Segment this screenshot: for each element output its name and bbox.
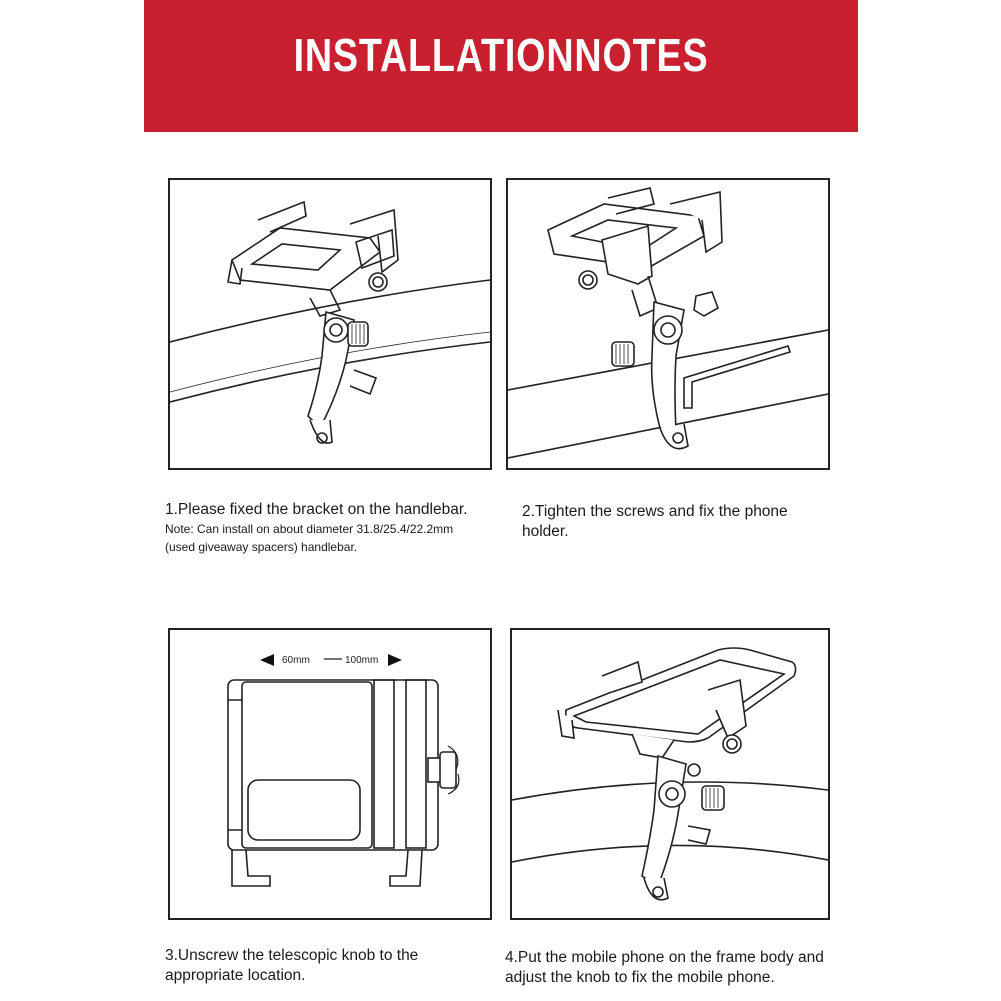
clamp-arm-drawing [308, 312, 376, 443]
step-3-caption: 3.Unscrew the telescopic knob to the appropriate location. [165, 947, 419, 984]
step-4-illustration [510, 628, 830, 920]
mobile-phone-drawing [566, 648, 796, 742]
dimension-min-label: 60mm [282, 655, 310, 666]
dimension-arrow [260, 654, 402, 666]
page-title: INSTALLATIONNOTES [293, 29, 709, 81]
dimension-max-label: 100mm [345, 655, 379, 666]
step-1-note-line-2: (used giveaway spacers) handlebar. [165, 540, 358, 554]
step-2-illustration [506, 178, 830, 470]
step-4-caption: 4.Put the mobile phone on the frame body and adjust the knob to fix the mobile phone. [505, 949, 824, 986]
step-1-illustration [168, 178, 492, 470]
step-3-illustration [168, 628, 492, 920]
title-banner [144, 0, 858, 132]
step-1-note-line-1: Note: Can install on about diameter 31.8/25.4/22.2mm [165, 522, 454, 536]
clamp-arm-drawing [642, 756, 724, 900]
holder-top-view-drawing [228, 680, 459, 886]
phone-cradle-drawing [228, 202, 398, 316]
step-2-caption: 2.Tighten the screws and fix the phone holder. [522, 503, 788, 540]
step-1-caption [165, 500, 505, 556]
step-1-text: 1.Please fixed the bracket on the handlebar. [165, 501, 468, 518]
clamp-arm-drawing [612, 292, 718, 449]
hex-key-drawing [684, 346, 790, 408]
